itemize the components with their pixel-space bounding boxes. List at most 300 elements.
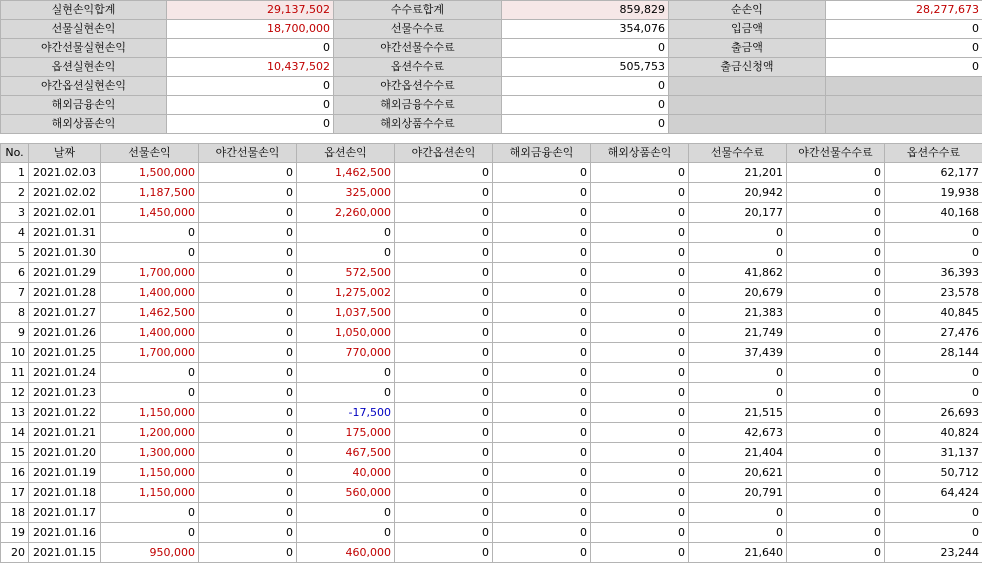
summary-label: 해외금융손익 (1, 96, 167, 115)
value-cell: 20,679 (689, 283, 787, 303)
table-row[interactable] (1, 523, 982, 543)
row-number-cell: 11 (1, 363, 29, 383)
value-cell: 0 (493, 503, 591, 523)
row-number-cell: 17 (1, 483, 29, 503)
value-cell: 1,187,500 (101, 183, 199, 203)
value-cell: 0 (493, 223, 591, 243)
column-header[interactable]: 야간선물수수료 (787, 144, 885, 163)
value-cell: 0 (787, 283, 885, 303)
value-cell: 0 (787, 183, 885, 203)
value-cell: 21,404 (689, 443, 787, 463)
row-number-cell: 8 (1, 303, 29, 323)
date-cell: 2021.01.20 (29, 443, 101, 463)
value-cell: 0 (787, 223, 885, 243)
value-cell: 0 (787, 303, 885, 323)
summary-empty-cell (826, 77, 982, 96)
value-cell: 0 (787, 383, 885, 403)
value-cell: 0 (689, 243, 787, 263)
value-cell: 0 (787, 523, 885, 543)
summary-row (1, 1, 982, 20)
date-cell: 2021.01.25 (29, 343, 101, 363)
value-cell: 0 (297, 363, 395, 383)
value-cell: 0 (395, 203, 493, 223)
value-cell: 0 (395, 343, 493, 363)
summary-value: 0 (826, 39, 982, 58)
value-cell: 0 (395, 243, 493, 263)
summary-value: 0 (167, 115, 334, 134)
table-row[interactable] (1, 323, 982, 343)
value-cell: 0 (787, 263, 885, 283)
value-cell: 0 (591, 503, 689, 523)
value-cell: 0 (689, 523, 787, 543)
value-cell: 0 (787, 343, 885, 363)
value-cell: 21,515 (689, 403, 787, 423)
date-cell: 2021.01.29 (29, 263, 101, 283)
table-row[interactable] (1, 403, 982, 423)
value-cell: 20,621 (689, 463, 787, 483)
value-cell: 0 (395, 323, 493, 343)
value-cell: 0 (493, 403, 591, 423)
value-cell: 0 (787, 503, 885, 523)
value-cell: 950,000 (101, 543, 199, 563)
value-cell: 41,862 (689, 263, 787, 283)
summary-label: 수수료합계 (334, 1, 502, 20)
value-cell: 40,168 (885, 203, 982, 223)
value-cell: 0 (395, 463, 493, 483)
value-cell: 21,749 (689, 323, 787, 343)
value-cell: 0 (199, 463, 297, 483)
row-number-cell: 18 (1, 503, 29, 523)
summary-label: 선물실현손익 (1, 20, 167, 39)
value-cell: 62,177 (885, 163, 982, 183)
value-cell: 0 (395, 523, 493, 543)
value-cell: 1,462,500 (297, 163, 395, 183)
value-cell: 40,000 (297, 463, 395, 483)
value-cell: 0 (199, 343, 297, 363)
value-cell: 0 (199, 203, 297, 223)
value-cell: 325,000 (297, 183, 395, 203)
table-row[interactable] (1, 183, 982, 203)
value-cell: 1,200,000 (101, 423, 199, 443)
value-cell: 27,476 (885, 323, 982, 343)
summary-row (1, 115, 982, 134)
value-cell: 31,137 (885, 443, 982, 463)
summary-value: 0 (502, 77, 669, 96)
value-cell: 0 (199, 383, 297, 403)
value-cell: 1,050,000 (297, 323, 395, 343)
summary-label: 옵션수수료 (334, 58, 502, 77)
value-cell: 1,275,002 (297, 283, 395, 303)
column-header[interactable]: 해외금융손익 (493, 144, 591, 163)
value-cell: 0 (493, 463, 591, 483)
value-cell: -17,500 (297, 403, 395, 423)
summary-value: 28,277,673 (826, 1, 982, 20)
value-cell: 1,700,000 (101, 263, 199, 283)
row-number-cell: 15 (1, 443, 29, 463)
value-cell: 0 (493, 343, 591, 363)
value-cell: 0 (493, 423, 591, 443)
value-cell: 0 (493, 543, 591, 563)
value-cell: 40,845 (885, 303, 982, 323)
row-number-cell: 2 (1, 183, 29, 203)
summary-empty-cell (826, 115, 982, 134)
value-cell: 0 (199, 483, 297, 503)
summary-label: 해외상품수수료 (334, 115, 502, 134)
value-cell: 0 (199, 163, 297, 183)
value-cell: 0 (787, 463, 885, 483)
value-cell: 0 (395, 543, 493, 563)
value-cell: 0 (395, 363, 493, 383)
summary-label: 출금신청액 (669, 58, 826, 77)
value-cell: 0 (101, 503, 199, 523)
value-cell: 20,177 (689, 203, 787, 223)
value-cell: 0 (591, 343, 689, 363)
table-row[interactable] (1, 163, 982, 183)
column-header[interactable]: 선물손익 (101, 144, 199, 163)
value-cell: 0 (297, 503, 395, 523)
value-cell: 0 (101, 383, 199, 403)
summary-table (0, 0, 982, 134)
value-cell: 1,700,000 (101, 343, 199, 363)
row-number-cell: 19 (1, 523, 29, 543)
value-cell: 460,000 (297, 543, 395, 563)
table-row[interactable] (1, 243, 982, 263)
value-cell: 0 (493, 443, 591, 463)
value-cell: 21,383 (689, 303, 787, 323)
value-cell: 37,439 (689, 343, 787, 363)
value-cell: 0 (493, 303, 591, 323)
value-cell: 0 (199, 403, 297, 423)
table-row[interactable] (1, 263, 982, 283)
row-number-cell: 3 (1, 203, 29, 223)
date-cell: 2021.01.21 (29, 423, 101, 443)
summary-value: 0 (167, 39, 334, 58)
value-cell: 1,150,000 (101, 483, 199, 503)
summary-row (1, 96, 982, 115)
summary-label: 야간선물수수료 (334, 39, 502, 58)
value-cell: 0 (591, 183, 689, 203)
date-cell: 2021.01.22 (29, 403, 101, 423)
value-cell: 19,938 (885, 183, 982, 203)
value-cell: 770,000 (297, 343, 395, 363)
value-cell: 467,500 (297, 443, 395, 463)
value-cell: 560,000 (297, 483, 395, 503)
value-cell: 40,824 (885, 423, 982, 443)
row-number-cell: 13 (1, 403, 29, 423)
value-cell: 28,144 (885, 343, 982, 363)
value-cell: 0 (591, 363, 689, 383)
value-cell: 0 (787, 443, 885, 463)
summary-label: 순손익 (669, 1, 826, 20)
value-cell: 0 (297, 383, 395, 403)
date-cell: 2021.01.30 (29, 243, 101, 263)
summary-value: 0 (826, 20, 982, 39)
date-cell: 2021.02.03 (29, 163, 101, 183)
summary-value: 0 (502, 96, 669, 115)
value-cell: 26,693 (885, 403, 982, 423)
table-row[interactable] (1, 503, 982, 523)
value-cell: 0 (787, 483, 885, 503)
summary-label: 선물수수료 (334, 20, 502, 39)
summary-value: 0 (167, 77, 334, 96)
value-cell: 0 (199, 223, 297, 243)
column-header[interactable]: 해외상품손익 (591, 144, 689, 163)
summary-label: 해외상품손익 (1, 115, 167, 134)
value-cell: 0 (591, 243, 689, 263)
value-cell: 1,400,000 (101, 283, 199, 303)
value-cell: 1,462,500 (101, 303, 199, 323)
value-cell: 0 (199, 243, 297, 263)
date-cell: 2021.02.02 (29, 183, 101, 203)
value-cell: 0 (395, 423, 493, 443)
value-cell: 0 (591, 423, 689, 443)
value-cell: 0 (591, 263, 689, 283)
summary-label: 입금액 (669, 20, 826, 39)
value-cell: 36,393 (885, 263, 982, 283)
summary-value: 29,137,502 (167, 1, 334, 20)
column-header[interactable]: No. (1, 144, 29, 163)
table-row[interactable] (1, 543, 982, 563)
value-cell: 0 (199, 303, 297, 323)
value-cell: 0 (101, 523, 199, 543)
date-cell: 2021.01.23 (29, 383, 101, 403)
value-cell: 0 (885, 363, 982, 383)
value-cell: 0 (885, 243, 982, 263)
value-cell: 0 (199, 503, 297, 523)
value-cell: 0 (591, 223, 689, 243)
table-row[interactable] (1, 423, 982, 443)
value-cell: 0 (395, 163, 493, 183)
date-cell: 2021.01.18 (29, 483, 101, 503)
value-cell: 0 (493, 263, 591, 283)
value-cell: 0 (787, 403, 885, 423)
summary-value: 10,437,502 (167, 58, 334, 77)
row-number-cell: 5 (1, 243, 29, 263)
value-cell: 572,500 (297, 263, 395, 283)
row-number-cell: 12 (1, 383, 29, 403)
value-cell: 0 (787, 363, 885, 383)
summary-label: 옵션실현손익 (1, 58, 167, 77)
table-row[interactable] (1, 283, 982, 303)
date-cell: 2021.01.28 (29, 283, 101, 303)
value-cell: 0 (101, 223, 199, 243)
date-cell: 2021.01.26 (29, 323, 101, 343)
table-row[interactable] (1, 223, 982, 243)
table-row[interactable] (1, 483, 982, 503)
summary-label: 해외금융수수료 (334, 96, 502, 115)
column-header[interactable]: 날짜 (29, 144, 101, 163)
summary-empty-cell (669, 96, 826, 115)
table-row[interactable] (1, 363, 982, 383)
value-cell: 0 (689, 383, 787, 403)
value-cell: 21,201 (689, 163, 787, 183)
value-cell: 0 (689, 223, 787, 243)
value-cell: 21,640 (689, 543, 787, 563)
row-number-cell: 20 (1, 543, 29, 563)
date-cell: 2021.02.01 (29, 203, 101, 223)
summary-row (1, 77, 982, 96)
value-cell: 0 (787, 323, 885, 343)
value-cell: 1,400,000 (101, 323, 199, 343)
value-cell: 0 (395, 443, 493, 463)
summary-value: 0 (826, 58, 982, 77)
value-cell: 0 (101, 243, 199, 263)
value-cell: 0 (689, 503, 787, 523)
value-cell: 0 (787, 543, 885, 563)
value-cell: 0 (395, 183, 493, 203)
table-row[interactable] (1, 463, 982, 483)
value-cell: 0 (199, 423, 297, 443)
value-cell: 23,578 (885, 283, 982, 303)
value-cell: 0 (493, 363, 591, 383)
table-row[interactable] (1, 343, 982, 363)
value-cell: 0 (199, 523, 297, 543)
value-cell: 0 (591, 523, 689, 543)
value-cell: 0 (493, 203, 591, 223)
value-cell: 0 (493, 243, 591, 263)
row-number-cell: 7 (1, 283, 29, 303)
date-cell: 2021.01.15 (29, 543, 101, 563)
value-cell: 0 (199, 323, 297, 343)
summary-empty-cell (669, 77, 826, 96)
value-cell: 0 (591, 383, 689, 403)
column-header[interactable]: 옵션수수료 (885, 144, 982, 163)
column-header[interactable]: 야간옵션손익 (395, 144, 493, 163)
summary-row (1, 39, 982, 58)
summary-row (1, 20, 982, 39)
value-cell: 0 (885, 383, 982, 403)
date-cell: 2021.01.24 (29, 363, 101, 383)
column-header[interactable]: 옵션손익 (297, 144, 395, 163)
value-cell: 2,260,000 (297, 203, 395, 223)
value-cell: 0 (395, 223, 493, 243)
row-number-cell: 10 (1, 343, 29, 363)
summary-label: 야간옵션실현손익 (1, 77, 167, 96)
summary-empty-cell (826, 96, 982, 115)
row-number-cell: 9 (1, 323, 29, 343)
summary-label: 출금액 (669, 39, 826, 58)
value-cell: 0 (199, 283, 297, 303)
value-cell: 0 (395, 483, 493, 503)
value-cell: 0 (199, 183, 297, 203)
value-cell: 0 (591, 163, 689, 183)
value-cell: 0 (395, 403, 493, 423)
value-cell: 20,791 (689, 483, 787, 503)
date-cell: 2021.01.17 (29, 503, 101, 523)
date-cell: 2021.01.31 (29, 223, 101, 243)
value-cell: 0 (199, 443, 297, 463)
value-cell: 0 (395, 303, 493, 323)
value-cell: 0 (591, 323, 689, 343)
daily-pnl-grid (0, 143, 982, 563)
value-cell: 0 (787, 423, 885, 443)
value-cell: 0 (591, 443, 689, 463)
grid-header-row (1, 144, 982, 163)
summary-label: 야간선물실현손익 (1, 39, 167, 58)
value-cell: 0 (689, 363, 787, 383)
value-cell: 50,712 (885, 463, 982, 483)
summary-value: 18,700,000 (167, 20, 334, 39)
value-cell: 0 (591, 543, 689, 563)
value-cell: 0 (493, 523, 591, 543)
value-cell: 0 (493, 323, 591, 343)
date-cell: 2021.01.19 (29, 463, 101, 483)
row-number-cell: 16 (1, 463, 29, 483)
value-cell: 20,942 (689, 183, 787, 203)
value-cell: 1,037,500 (297, 303, 395, 323)
row-number-cell: 1 (1, 163, 29, 183)
value-cell: 0 (591, 203, 689, 223)
column-header[interactable]: 야간선물손익 (199, 144, 297, 163)
value-cell: 0 (297, 243, 395, 263)
summary-value: 354,076 (502, 20, 669, 39)
value-cell: 0 (199, 263, 297, 283)
row-number-cell: 14 (1, 423, 29, 443)
value-cell: 0 (885, 523, 982, 543)
summary-label: 야간옵션수수료 (334, 77, 502, 96)
summary-label: 실현손익합계 (1, 1, 167, 20)
value-cell: 23,244 (885, 543, 982, 563)
value-cell: 0 (787, 203, 885, 223)
value-cell: 1,150,000 (101, 403, 199, 423)
value-cell: 0 (591, 303, 689, 323)
value-cell: 0 (199, 543, 297, 563)
table-row[interactable] (1, 203, 982, 223)
date-cell: 2021.01.16 (29, 523, 101, 543)
value-cell: 1,500,000 (101, 163, 199, 183)
value-cell: 0 (493, 183, 591, 203)
value-cell: 1,150,000 (101, 463, 199, 483)
date-cell: 2021.01.27 (29, 303, 101, 323)
value-cell: 0 (101, 363, 199, 383)
value-cell: 175,000 (297, 423, 395, 443)
row-number-cell: 6 (1, 263, 29, 283)
value-cell: 64,424 (885, 483, 982, 503)
summary-value: 0 (167, 96, 334, 115)
value-cell: 0 (493, 483, 591, 503)
value-cell: 0 (395, 263, 493, 283)
value-cell: 0 (395, 383, 493, 403)
summary-value: 0 (502, 39, 669, 58)
value-cell: 1,450,000 (101, 203, 199, 223)
value-cell: 0 (297, 223, 395, 243)
value-cell: 0 (885, 223, 982, 243)
value-cell: 0 (395, 283, 493, 303)
summary-value: 505,753 (502, 58, 669, 77)
table-row[interactable] (1, 303, 982, 323)
summary-empty-cell (669, 115, 826, 134)
summary-row (1, 58, 982, 77)
table-row[interactable] (1, 443, 982, 463)
value-cell: 0 (787, 163, 885, 183)
value-cell: 0 (591, 483, 689, 503)
row-number-cell: 4 (1, 223, 29, 243)
value-cell: 0 (591, 283, 689, 303)
value-cell: 0 (787, 243, 885, 263)
column-header[interactable]: 선물수수료 (689, 144, 787, 163)
value-cell: 0 (297, 523, 395, 543)
value-cell: 0 (493, 163, 591, 183)
summary-value: 859,829 (502, 1, 669, 20)
value-cell: 0 (591, 403, 689, 423)
value-cell: 0 (591, 463, 689, 483)
value-cell: 42,673 (689, 423, 787, 443)
value-cell: 0 (885, 503, 982, 523)
value-cell: 0 (199, 363, 297, 383)
summary-value: 0 (502, 115, 669, 134)
value-cell: 0 (395, 503, 493, 523)
table-row[interactable] (1, 383, 982, 403)
